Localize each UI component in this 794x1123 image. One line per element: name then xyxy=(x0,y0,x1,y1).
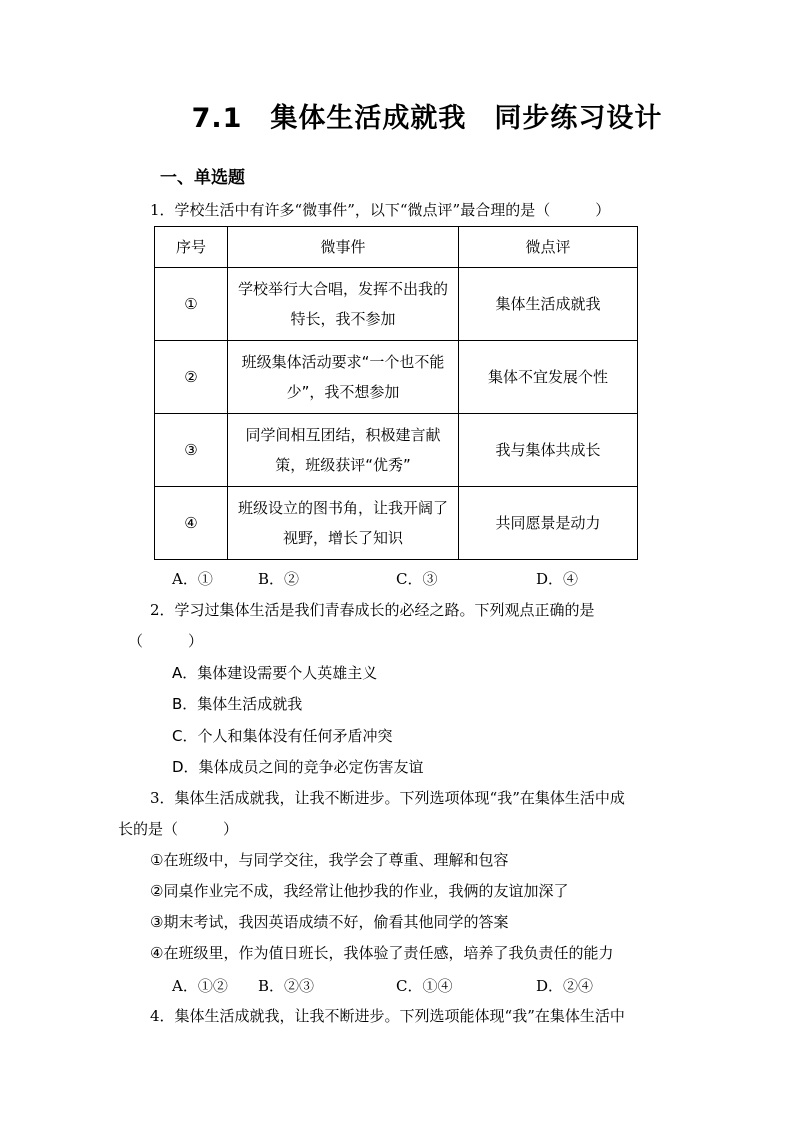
q2-option-d[interactable]: D．集体成员之间的竞争必定伤害友谊 xyxy=(172,758,424,776)
question-2-stem-line1: 2．学习过集体生活是我们青春成长的必经之路。下列观点正确的是 xyxy=(150,601,595,619)
cell-comment: 共同愿景是动力 xyxy=(459,487,638,560)
cell-number: ① xyxy=(155,268,228,341)
cell-event: 学校举行大合唱，发挥不出我的特长，我不参加 xyxy=(228,268,459,341)
q1-option-b[interactable]: B．② xyxy=(258,570,300,588)
q1-option-c[interactable]: C．③ xyxy=(396,570,438,588)
header-cell-number: 序号 xyxy=(155,227,228,268)
table-row xyxy=(155,341,638,414)
cell-number: ③ xyxy=(155,414,228,487)
table-row xyxy=(155,414,638,487)
q2-option-b[interactable]: B．集体生活成就我 xyxy=(172,695,303,713)
table-row xyxy=(155,487,638,560)
header-cell-event: 微事件 xyxy=(228,227,459,268)
cell-event: 班级集体活动要求“一个也不能少”，我不想参加 xyxy=(228,341,459,414)
question-3-stem-line2: 长的是（ ） xyxy=(118,820,239,838)
q2-option-a[interactable]: A．集体建设需要个人英雄主义 xyxy=(172,664,378,682)
q3-statement-4: ④在班级里，作为值日班长，我体验了责任感，培养了我负责任的能力 xyxy=(150,944,614,962)
q1-option-d[interactable]: D．④ xyxy=(536,570,579,588)
table-row xyxy=(155,268,638,341)
cell-event: 班级设立的图书角，让我开阔了视野，增长了知识 xyxy=(228,487,459,560)
q3-option-c[interactable]: C．①④ xyxy=(396,977,453,995)
q3-statement-2: ②同桌作业完不成，我经常让他抄我的作业，我俩的友谊加深了 xyxy=(150,882,569,900)
header-cell-comment: 微点评 xyxy=(459,227,638,268)
table-header-row xyxy=(155,227,638,268)
q3-option-b[interactable]: B．②③ xyxy=(258,977,315,995)
cell-comment: 集体生活成就我 xyxy=(459,268,638,341)
question-3-stem-line1: 3．集体生活成就我，让我不断进步。下列选项体现“我”在集体生活中成 xyxy=(150,789,625,807)
q3-option-d[interactable]: D．②④ xyxy=(536,977,594,995)
micro-event-table xyxy=(154,226,638,560)
q2-option-c[interactable]: C．个人和集体没有任何矛盾冲突 xyxy=(172,727,393,745)
q3-statement-3: ③期末考试，我因英语成绩不好，偷看其他同学的答案 xyxy=(150,913,509,931)
cell-number: ④ xyxy=(155,487,228,560)
cell-event: 同学间相互团结，积极建言献策，班级获评“优秀” xyxy=(228,414,459,487)
q3-option-a[interactable]: A．①② xyxy=(172,977,228,995)
question-4-stem-line1: 4．集体生活成就我，让我不断进步。下列选项能体现“我”在集体生活中 xyxy=(150,1007,625,1025)
page-title: 7.1 集体生活成就我 同步练习设计 xyxy=(191,103,663,134)
q1-option-a[interactable]: A．① xyxy=(172,570,213,588)
question-1-stem: 1．学校生活中有许多“微事件”，以下“微点评”最合理的是（ ） xyxy=(150,201,611,219)
section-heading: 一、单选题 xyxy=(160,168,245,188)
cell-number: ② xyxy=(155,341,228,414)
question-2-stem-line2: （ ） xyxy=(128,632,204,650)
q3-statement-1: ①在班级中，与同学交往，我学会了尊重、理解和包容 xyxy=(150,851,509,869)
cell-comment: 我与集体共成长 xyxy=(459,414,638,487)
cell-comment: 集体不宜发展个性 xyxy=(459,341,638,414)
